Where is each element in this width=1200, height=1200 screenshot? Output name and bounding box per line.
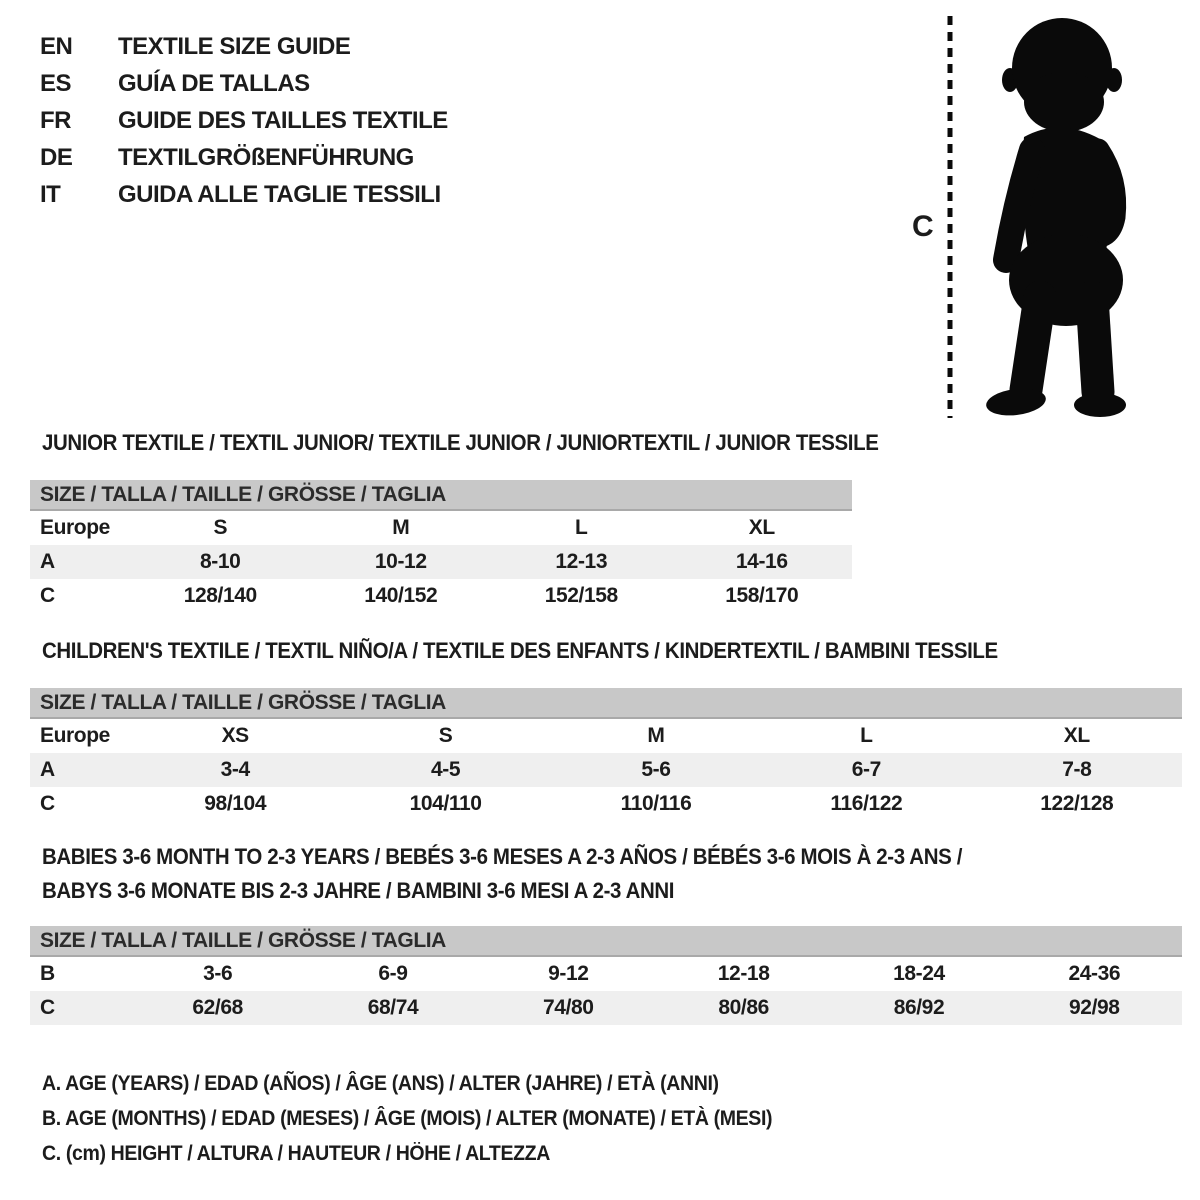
height-cell: 92/98 bbox=[1007, 991, 1182, 1025]
months-cell: 24-36 bbox=[1068, 962, 1121, 985]
language-title: GUIDE DES TAILLES TEXTILE bbox=[118, 106, 448, 134]
row-label: B bbox=[40, 962, 55, 985]
height-cell: 128/140 bbox=[183, 584, 257, 607]
age-cell: 6-7 bbox=[761, 753, 971, 787]
junior-section-title: JUNIOR TEXTILE / TEXTIL JUNIOR/ TEXTILE JUNIOR / JUNIORTEXTIL / JUNIOR TESSILE bbox=[42, 430, 879, 455]
age-cell: 4-5 bbox=[340, 753, 550, 787]
language-row-fr bbox=[40, 102, 448, 139]
height-cell: 152/158 bbox=[544, 584, 618, 607]
size-cell: XL bbox=[1063, 724, 1090, 747]
size-cell: M bbox=[392, 516, 410, 539]
babies-section-title-line2: BABYS 3-6 MONATE BIS 2-3 JAHRE / BAMBINI 3-6 MESI A 2-3 ANNI bbox=[42, 878, 675, 903]
age-cell: 5-6 bbox=[551, 753, 761, 787]
size-cell: M bbox=[647, 724, 665, 747]
age-cell: 10-12 bbox=[311, 545, 492, 579]
babies-textile-section bbox=[30, 926, 1182, 1025]
junior-size-table bbox=[30, 511, 852, 613]
age-cell: 3-4 bbox=[130, 753, 340, 787]
size-header-bar: SIZE / TALLA / TAILLE / GRÖSSE / TAGLIA bbox=[30, 688, 1182, 719]
junior-textile-section bbox=[30, 480, 852, 613]
age-cell: 8-10 bbox=[130, 545, 311, 579]
months-cell: 6-9 bbox=[378, 962, 408, 985]
table-row-months bbox=[30, 957, 1182, 991]
row-label: C bbox=[30, 991, 130, 1025]
language-title: GUÍA DE TALLAS bbox=[118, 69, 310, 97]
age-cell: 14-16 bbox=[672, 545, 853, 579]
age-cell: 12-13 bbox=[491, 545, 672, 579]
size-cell: L bbox=[575, 516, 588, 539]
size-cell: XS bbox=[221, 724, 249, 747]
language-code: FR bbox=[40, 106, 71, 134]
height-cell: 122/128 bbox=[1040, 792, 1114, 815]
children-size-table bbox=[30, 719, 1182, 821]
table-row-height bbox=[30, 991, 1182, 1025]
language-code: IT bbox=[40, 180, 61, 208]
legend-line-a: A. AGE (YEARS) / EDAD (AÑOS) / ÂGE (ANS) / ALTER (JAHRE) / ETÀ (ANNI) bbox=[42, 1072, 719, 1095]
table-row-europe bbox=[30, 719, 1182, 753]
height-cell: 98/104 bbox=[204, 792, 267, 815]
size-cell: XL bbox=[748, 516, 775, 539]
height-cell: 158/170 bbox=[725, 584, 799, 607]
language-row-de bbox=[40, 139, 448, 176]
height-cell: 110/116 bbox=[620, 792, 692, 815]
language-title: GUIDA ALLE TAGLIE TESSILI bbox=[118, 180, 441, 208]
height-cell: 104/110 bbox=[409, 792, 482, 815]
height-cell: 140/152 bbox=[364, 584, 438, 607]
language-row-it bbox=[40, 176, 448, 213]
size-header-bar: SIZE / TALLA / TAILLE / GRÖSSE / TAGLIA bbox=[30, 480, 852, 511]
language-row-en bbox=[40, 28, 448, 65]
children-section-title: CHILDREN'S TEXTILE / TEXTIL NIÑO/A / TEXTILE DES ENFANTS / KINDERTEXTIL / BAMBINI TESSILE bbox=[42, 638, 998, 663]
language-header bbox=[40, 28, 448, 213]
height-cell: 62/68 bbox=[130, 991, 305, 1025]
row-label: A bbox=[30, 753, 130, 787]
height-cell: 86/92 bbox=[831, 991, 1006, 1025]
table-row-age bbox=[30, 545, 852, 579]
height-cell: 116/122 bbox=[830, 792, 903, 815]
age-cell: 7-8 bbox=[972, 753, 1182, 787]
height-cell: 68/74 bbox=[305, 991, 480, 1025]
size-cell: S bbox=[213, 516, 228, 539]
row-label: Europe bbox=[40, 516, 110, 539]
language-title: TEXTILGRÖßENFÜHRUNG bbox=[118, 143, 414, 171]
legend-line-b: B. AGE (MONTHS) / EDAD (MESES) / ÂGE (MOIS) / ALTER (MONATE) / ETÀ (MESI) bbox=[42, 1107, 773, 1130]
language-code: EN bbox=[40, 32, 73, 60]
table-row-height bbox=[30, 579, 852, 613]
measure-legend bbox=[42, 1066, 827, 1171]
height-measure-label: C bbox=[912, 210, 934, 243]
row-label: Europe bbox=[40, 724, 110, 747]
size-cell: S bbox=[438, 724, 453, 747]
babies-section-title-line1: BABIES 3-6 MONTH TO 2-3 YEARS / BEBÉS 3-6 MESES A 2-3 AÑOS / BÉBÉS 3-6 MOIS À 2-3 ANS / bbox=[42, 844, 963, 869]
language-code: DE bbox=[40, 143, 73, 171]
legend-line-c: C. (cm) HEIGHT / ALTURA / HAUTEUR / HÖHE / ALTEZZA bbox=[42, 1142, 550, 1165]
table-row-age bbox=[30, 753, 1182, 787]
height-cell: 74/80 bbox=[481, 991, 656, 1025]
toddler-silhouette-icon bbox=[935, 10, 1150, 424]
row-label: A bbox=[30, 545, 130, 579]
months-cell: 18-24 bbox=[893, 962, 945, 985]
size-cell: L bbox=[860, 724, 873, 747]
months-cell: 9-12 bbox=[548, 962, 589, 985]
months-cell: 12-18 bbox=[717, 962, 770, 985]
language-code: ES bbox=[40, 69, 72, 97]
months-cell: 3-6 bbox=[203, 962, 233, 985]
language-row-es bbox=[40, 65, 448, 102]
size-header-bar: SIZE / TALLA / TAILLE / GRÖSSE / TAGLIA bbox=[30, 926, 1182, 957]
row-label: C bbox=[40, 584, 55, 607]
table-row-europe bbox=[30, 511, 852, 545]
height-cell: 80/86 bbox=[656, 991, 831, 1025]
children-textile-section bbox=[30, 688, 1182, 821]
table-row-height bbox=[30, 787, 1182, 821]
babies-size-table bbox=[30, 957, 1182, 1025]
row-label: C bbox=[40, 792, 55, 815]
language-title: TEXTILE SIZE GUIDE bbox=[118, 32, 351, 60]
